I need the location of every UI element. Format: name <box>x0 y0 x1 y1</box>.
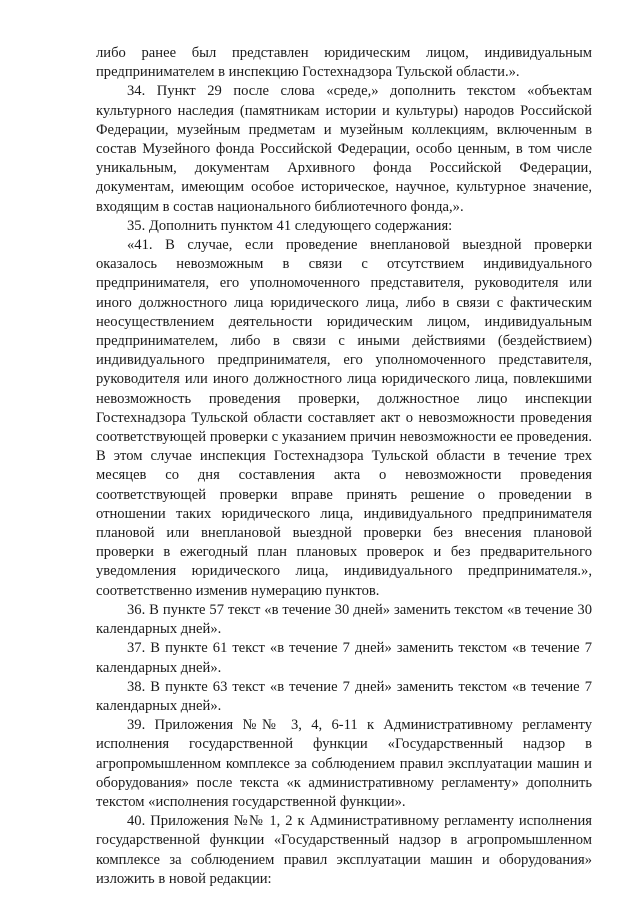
paragraph-item-39: 39. Приложения №№ 3, 4, 6-11 к Административному регламенту исполнения государственной функции «Государственный надзор в агропромышленном комплексе за соблюдением правил эксплуатации машин и оборудования» после текста «к административному регламенту» дополнить текстом «исполнения государственной функции». <box>96 717 592 810</box>
paragraph-item-36: 36. В пункте 57 текст «в течение 30 дней» заменить текстом «в течение 30 календарных дней». <box>96 601 592 638</box>
paragraph-item-35: 35. Дополнить пунктом 41 следующего содержания: <box>127 217 453 234</box>
paragraph-item-37: 37. В пункте 61 текст «в течение 7 дней» заменить текстом «в течение 7 календарных дней». <box>96 640 592 676</box>
paragraph-item-34: 34. Пункт 29 после слова «среде,» дополнить текстом «объектам культурного наследия (памятникам истории и культуры) народов Российской Федерации, музейным предметам и музейным коллекциям, включенным в состав Музейного фонда Российской Федерации, особо ценным, в том числе уникальным, документам Архивного фонда Российской Федерации, документам, имеющим особое историческое, научное, культурное значение, входящим в состав национального библиотечного фонда,». <box>96 83 592 215</box>
paragraph-item-38: 38. В пункте 63 текст «в течение 7 дней» заменить текстом «в течение 7 календарных дней». <box>96 678 592 714</box>
paragraph-item-40: 40. Приложения №№ 1, 2 к Административному регламенту исполнения государственной функции «Государственный надзор в агропромышленном комплексе за соблюдением правил эксплуатации машин и оборудования» изложить в новой редакции: <box>96 813 592 887</box>
paragraph-new-point-41: «41. В случае, если проведение внеплановой выездной проверки оказалось невозможным в связи с отсутствием индивидуального предпринимателя, его уполномоченного представителя, руководителя или иного должностного лица юридического лица, либо в связи с фактическим неосуществлением деятельности юридическим лицом, индивидуальным предпринимателем, либо в связи с иными действиями (бездействием) индивидуального предпринимателя, его уполномоченного представителя, руководителя или иного должностного лица юридического лица, повлекшими невозможность проведения проверки, должностное лицо инспекции Гостехнадзора Тульской области составляет акт о невозможности проведения соответствующей проверки с указанием причин невозможности ее проведения. В этом случае инспекция Гостехнадзора Тульской области в течение трех месяцев со дня составления акта о невозможности проведения соответствующей проверки вправе принять решение о проведении в отношении таких юридического лица, индивидуального предпринимателя плановой или внеплановой выездной проверки без внесения плановой проверки в ежегодный план плановых проверок и без предварительного уведомления юридического лица, индивидуального предпринимателя.», соответственно изменив нумерацию пунктов. <box>96 237 592 599</box>
document-body <box>96 44 592 889</box>
paragraph-continuation: либо ранее был представлен юридическим лицом, индивидуальным предпринимателем в инспекцию Гостехнадзора Тульской области.». <box>96 45 592 81</box>
